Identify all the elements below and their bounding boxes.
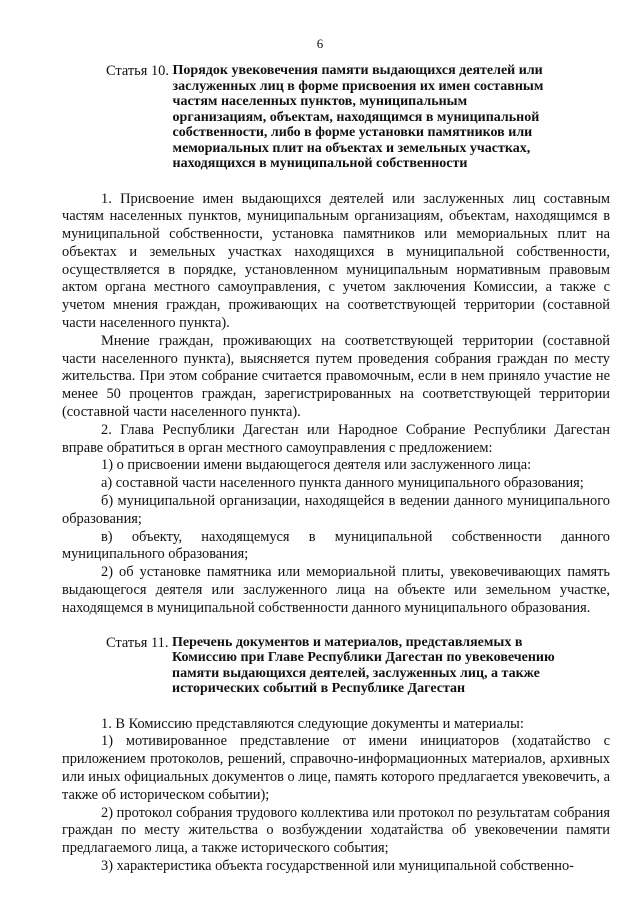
article-11-title: Перечень документов и материалов, представляемых в Комиссию при Главе Республики Дагестан по увековечению памяти выдающихся деятелей, заслуженных лиц, а также исторических событий в Республике Дагестан xyxy=(172,634,555,697)
paragraph: 1) о присвоении имени выдающегося деятеля или заслуженного лица: xyxy=(101,457,532,474)
paragraph: 1) мотивированное представление от имени инициаторов (ходатайство с приложением протоколов, решений, справочно-информационных материалов, архивных или иных официальных документов о лице, память которого предлагается увековечить, а также об историческом событии); xyxy=(62,733,610,803)
page-number: 6 xyxy=(316,36,324,51)
article-11-heading xyxy=(106,635,610,697)
article-10-label: Статья 10. xyxy=(106,63,173,79)
article-10-heading xyxy=(106,63,610,172)
article-11-label: Статья 11. xyxy=(106,634,173,651)
paragraph: 2) протокол собрания трудового коллектива или протокол по результатам собрания граждан по месту жительства о возбуждении ходатайства об увековечении памяти предлагаемого лица, а также исторического события; xyxy=(62,804,610,857)
paragraph: в) объекту, находящемуся в муниципальной собственности данного муниципального образования; xyxy=(62,528,610,563)
paragraph: 1. Присвоение имен выдающихся деятелей или заслуженных лиц составным частям населенных пунктов, муниципальным организациям, объектам, находящимся в муниципальной собственности, установка памятников или мемориальных плит на объектах и земельных участках находящихся в муниципальной собственности, осуществляется в порядке, установленном муниципальным нормативным правовым актом органа местного самоуправления, с учетом заключения Комиссии, а также с учетом мнения граждан, проживающих на соответствующей территории (составной части населенного пункта). xyxy=(62,190,610,332)
paragraph: 2) об установке памятника или мемориальной плиты, увековечивающих память выдающегося деятеля или заслуженного лица на объекте или земельном участке, находящемся в муниципальной собственности данного муниципального образования. xyxy=(62,564,610,616)
paragraph: Мнение граждан, проживающих на соответствующей территории (составной части населенного пункта), выясняется путем проведения собрания граждан по месту жительства. При этом собрание считается правомочным, если в нем приняло участие не менее 50 процентов граждан, зарегистрированных на соответствующей территории (составной части населенного пункта). xyxy=(62,332,610,421)
section-gap xyxy=(62,618,610,635)
paragraph: а) составной части населенного пункта данного муниципального образования; xyxy=(101,475,584,492)
paragraph: 1. В Комиссию представляются следующие документы и материалы: xyxy=(101,715,524,732)
paragraph: 2. Глава Республики Дагестан или Народное Собрание Республики Дагестан вправе обратиться в орган местного самоуправления с предложением: xyxy=(62,421,610,456)
paragraph: 3) характеристика объекта государственной или муниципальной собственно- xyxy=(101,858,574,874)
paragraph: б) муниципальной организации, находящейся в ведении данного муниципального образования; xyxy=(62,493,610,527)
document-body xyxy=(62,63,610,876)
article-10-title: Порядок увековечения памяти выдающихся деятелей или заслуженных лиц в форме присвоения их имен составным частям населенных пунктов, муниципальным организациям, объектам, находящимся в муниципальной собственности, либо в форме установки памятников или мемориальных плит на объектах и земельных участках, находящихся в муниципальной собственности xyxy=(172,63,544,171)
